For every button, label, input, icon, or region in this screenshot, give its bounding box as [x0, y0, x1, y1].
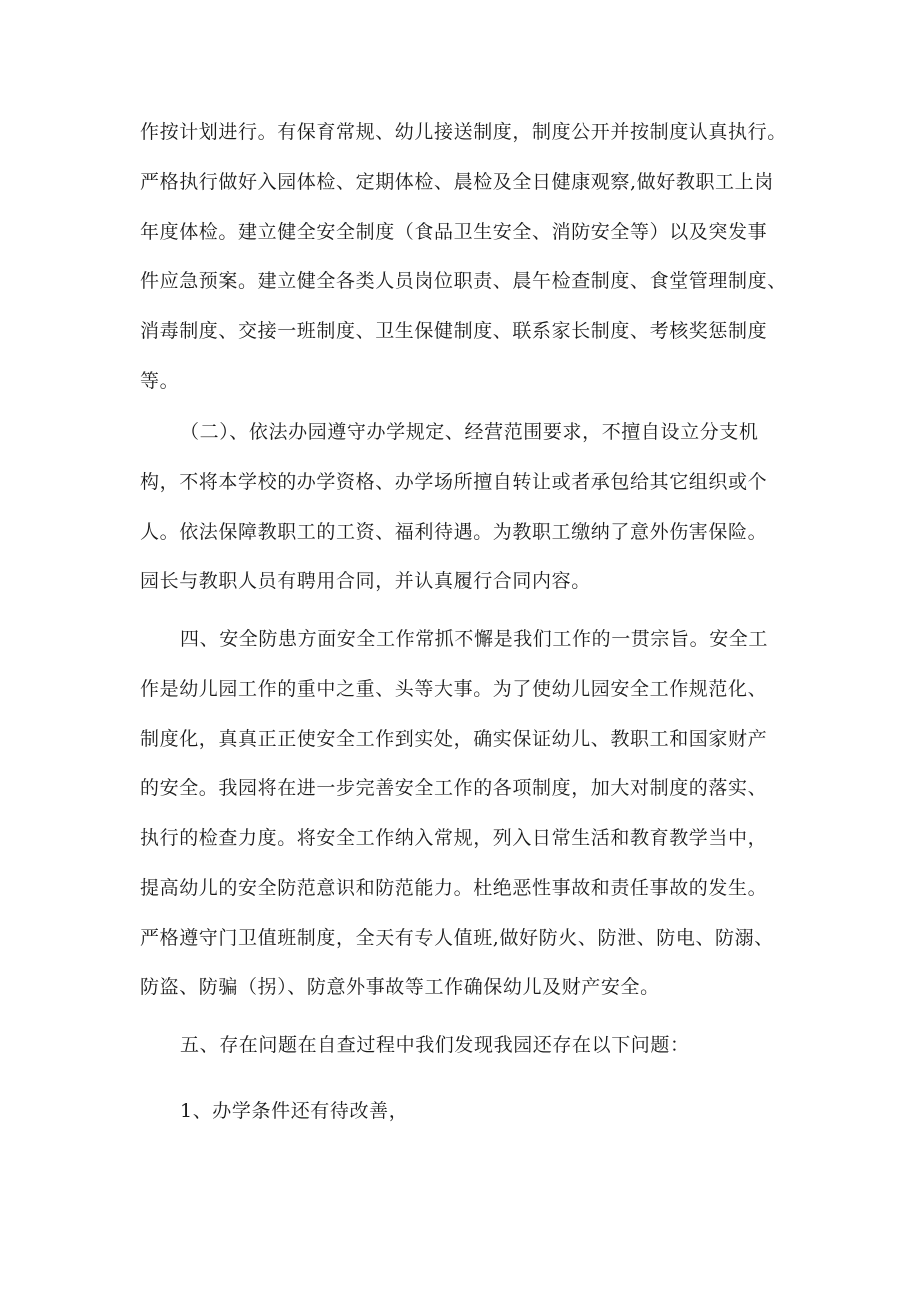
- text-line: 提高幼儿的安全防范意识和防范能力。杜绝恶性事故和责任事故的发生。: [140, 877, 768, 899]
- text-line: 件应急预案。建立健全各类人员岗位职责、晨午检查制度、食堂管理制度、: [140, 270, 787, 292]
- text-line: 严格执行做好入园体检、定期体检、晨检及全日健康观察,做好教职工上岗: [140, 171, 774, 193]
- text-line: 执行的检查力度。将安全工作纳入常规，列入日常生活和教育教学当中，: [140, 827, 768, 849]
- text-line: 的安全。我园将在进一步完善安全工作的各项制度，加大对制度的落实、: [140, 777, 768, 799]
- text-line: 作按计划进行。有保育常规、幼儿接送制度，制度公开并按制度认真执行。: [140, 121, 787, 143]
- text-line: （二）、依法办园遵守办学规定、经营范围要求，不擅自设立分支机: [180, 421, 759, 443]
- text-line: 年度体检。建立健全安全制度（食品卫生安全、消防安全等）以及突发事: [140, 221, 768, 243]
- text-line: 制度化，真真正正使安全工作到实处，确实保证幼儿、教职工和国家财产: [140, 728, 768, 750]
- text-line: 人。依法保障教职工的工资、福利待遇。为教职工缴纳了意外伤害保险。: [140, 521, 768, 543]
- text-line: 1、办学条件还有待改善，: [180, 1100, 409, 1122]
- text-line: 构，不将本学校的办学资格、办学场所擅自转让或者承包给其它组织或个: [140, 471, 768, 493]
- text-line: 消毒制度、交接一班制度、卫生保健制度、联系家长制度、考核奖惩制度: [140, 320, 768, 342]
- text-line: 作是幼儿园工作的重中之重、头等大事。为了使幼儿园安全工作规范化、: [140, 678, 768, 700]
- text-line: 等。: [140, 370, 180, 392]
- text-line: 严格遵守门卫值班制度，全天有专人值班,做好防火、防泄、防电、防溺、: [140, 927, 774, 949]
- text-line: 园长与教职人员有聘用合同，并认真履行合同内容。: [140, 570, 591, 592]
- text-line: 防盗、防骗（拐）、防意外事故等工作确保幼儿及财产安全。: [140, 976, 660, 998]
- text-line: 五、存在问题在自查过程中我们发现我园还存在以下问题：: [180, 1034, 690, 1056]
- text-line: 四、安全防患方面安全工作常抓不懈是我们工作的一贯宗旨。安全工: [180, 628, 769, 650]
